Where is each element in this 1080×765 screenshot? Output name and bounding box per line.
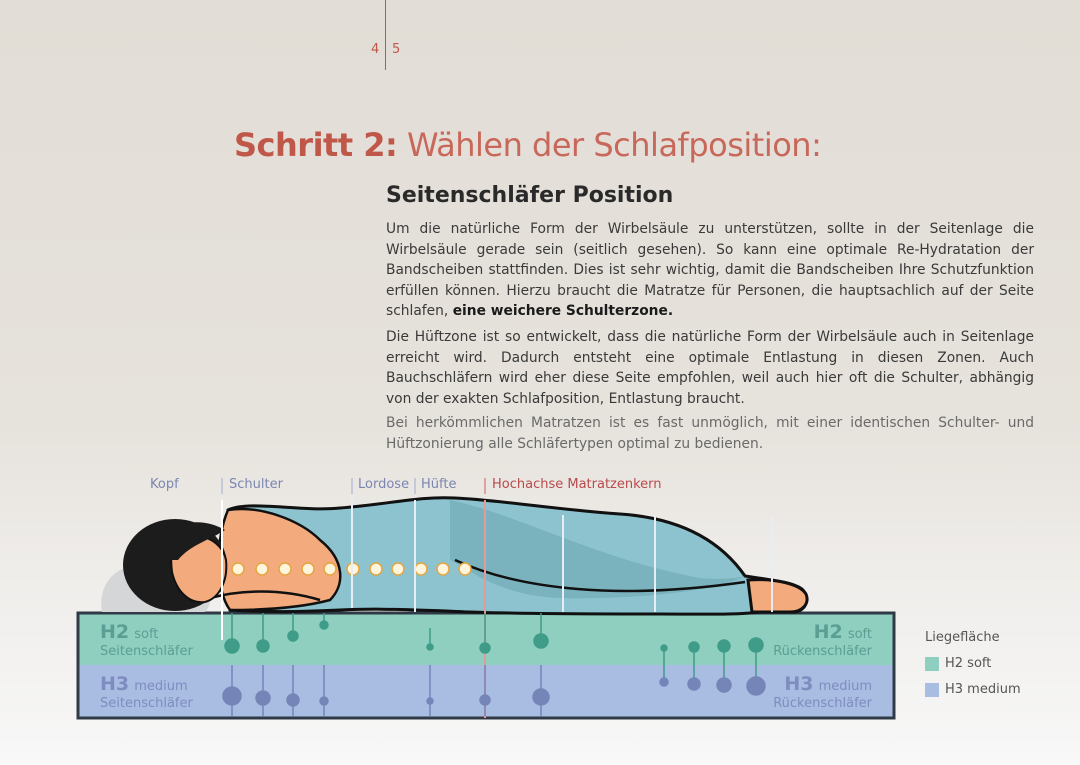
h3-left-label: [100, 673, 188, 695]
paragraph-1-emphasis: eine weichere Schulterzone.: [452, 303, 674, 320]
legend-item-h3: [925, 682, 1021, 697]
zone-label-hochachse: Hochachse Matratzenkern: [492, 477, 662, 492]
legend-label-h3: H3 medium: [945, 682, 1021, 697]
h3-right-grade: H3: [784, 673, 814, 695]
zone-label-kopf: Kopf: [150, 477, 179, 492]
h3-right-label: [784, 673, 872, 695]
page-number-right: 5: [392, 42, 401, 57]
legend-title: Liegefläche: [925, 630, 1000, 645]
paragraph-3: Bei herkömmlichen Matratzen ist es fast unmöglich, mit einer identischen Schulter- und Hüftzonierung alle Schläfertypen optimal zu bedienen.: [386, 415, 1034, 452]
h2-left-firmness: soft: [134, 627, 159, 642]
h2-right-label: [814, 621, 872, 643]
h3-left-grade: H3: [100, 673, 130, 695]
h2-left-label: [100, 621, 158, 643]
zone-label-schulter: Schulter: [229, 477, 283, 492]
h2-right-sleeper-type: Rückenschläfer: [773, 644, 872, 659]
zone-label-huefte: Hüfte: [421, 477, 457, 492]
legend-label-h2: H2 soft: [945, 656, 992, 671]
h2-left-grade: H2: [100, 621, 130, 643]
h2-right-grade: H2: [813, 621, 843, 643]
feet: [748, 580, 807, 612]
h3-right-sleeper-type: Rückenschläfer: [773, 696, 872, 711]
h3-left-sleeper-type: Seitenschläfer: [100, 696, 193, 711]
paragraph-2: Die Hüftzone ist so entwickelt, dass die natürliche Form der Wirbelsäule auch in Seitenlage erreicht wird. Dadurch entsteht eine optimale Entlastung in diesen Zonen. Auch Bauchschläfern wird eher diese Seite empfohlen, weil auch hier oft die Schulter, abhängig von der exakten Schlafposition, Entlastung braucht.: [386, 329, 1034, 407]
legend-swatch-h2: [925, 657, 939, 671]
heading-title: Wählen der Schlafposition:: [407, 126, 822, 164]
legend-swatch-h3: [925, 683, 939, 697]
h2-right-firmness: soft: [847, 627, 872, 642]
paragraph-1-text: Um die natürliche Form der Wirbelsäule zu unterstützen, sollte in der Seitenlage die Wirbelsäule gerade sein (seitlich gesehen). So kann eine optimale Re-Hydratation der Bandscheiben stattfinden. Dies ist sehr wichtig, damit die Bandscheiben Ihre Schutzfunktion erfüllen können. Hierzu braucht die Matratze für Personen, die hauptsachlich auf der Seite schlafen,: [386, 221, 1034, 320]
h3-right-firmness: medium: [818, 679, 872, 694]
section-subheading: Seitenschläfer Position: [386, 183, 674, 208]
legend-item-h2: [925, 656, 991, 671]
h3-left-firmness: medium: [134, 679, 188, 694]
h2-left-sleeper-type: Seitenschläfer: [100, 644, 193, 659]
page-number-left: 4: [371, 42, 380, 57]
zone-label-lordose: Lordose: [358, 477, 410, 492]
heading-step: Schritt 2:: [234, 126, 398, 164]
